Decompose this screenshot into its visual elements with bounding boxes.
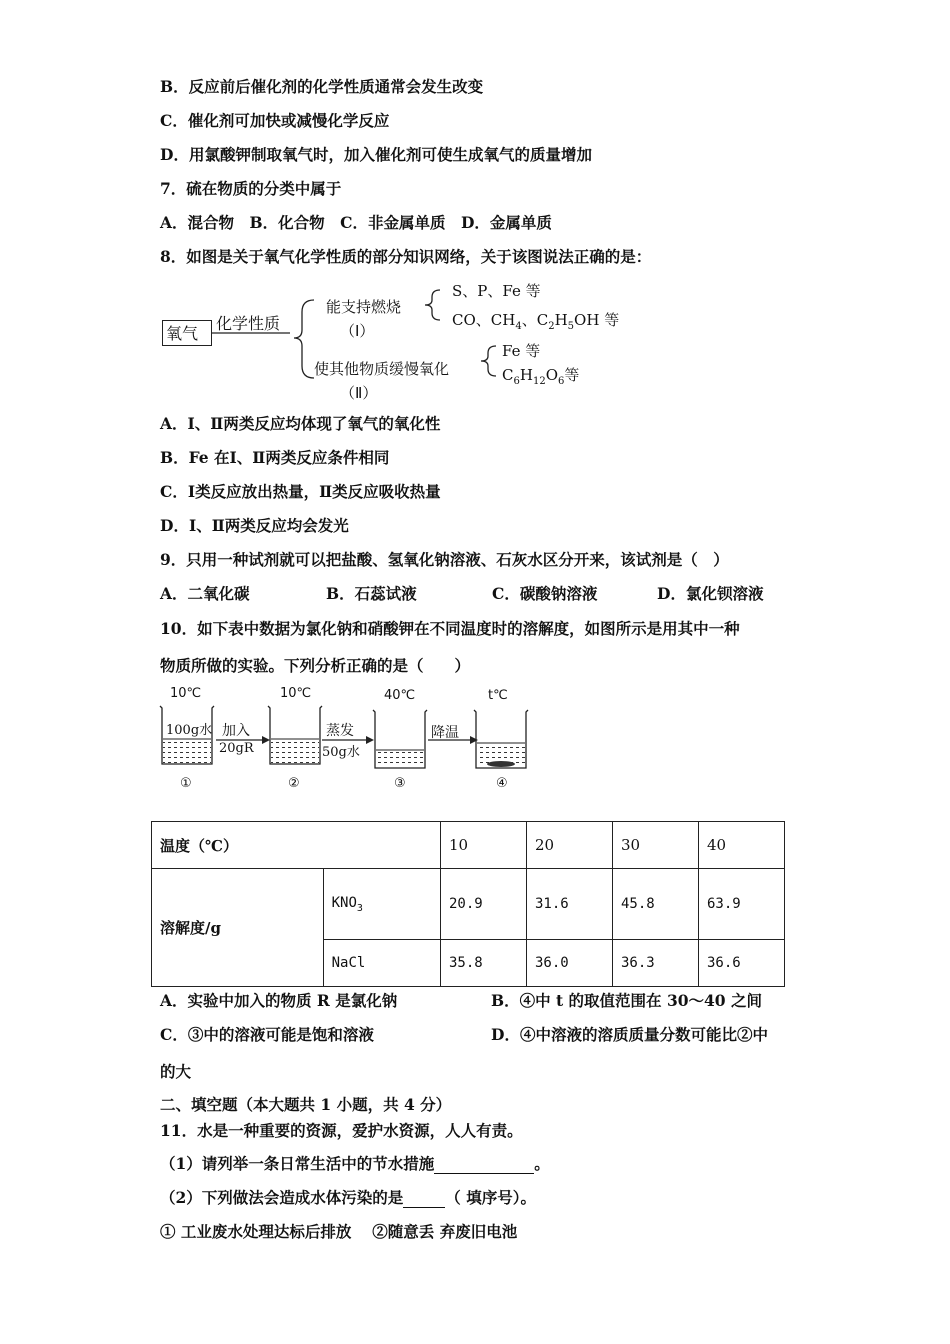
water-label: 100g水 <box>166 723 213 738</box>
beaker-1-number: ① <box>180 776 192 791</box>
kno3-label: $KNO_3$ <box>323 869 440 940</box>
branch2-example-1: Fe 等 <box>502 342 541 360</box>
q10-stem-line1: 10．如下表中数据为氯化钠和硝酸钾在不同温度时的溶解度，如图所示是用其中一种 <box>160 619 740 638</box>
beaker-4 <box>474 710 528 768</box>
temp-cell: 40 <box>699 822 785 869</box>
q10-stem-line2: 物质所做的实验。下列分析正确的是（ ） <box>160 656 471 675</box>
nacl-value: 36.3 <box>613 940 699 987</box>
q10-option-d-line1: D．④中溶液的溶质质量分数可能比②中 <box>491 1025 768 1044</box>
step1-bottom: 20gR <box>219 741 254 756</box>
branch1-example-2: CO、$CH_4$、$C_2H_5OH$ 等 <box>452 311 620 332</box>
crystals <box>487 761 515 767</box>
temp-cell: 10 <box>441 822 527 869</box>
kno3-value: 63.9 <box>699 869 785 940</box>
nacl-value: 35.8 <box>441 940 527 987</box>
branch1-label: 能支持燃烧 <box>326 298 402 316</box>
q8-option-b: B．Fe 在Ⅰ、Ⅱ两类反应条件相同 <box>160 448 390 467</box>
temp-3: 40℃ <box>384 688 416 703</box>
nacl-value: 36.0 <box>527 940 613 987</box>
q6-option-b: B．反应前后催化剂的化学性质通常会发生改变 <box>160 77 484 96</box>
q6-option-c: C．催化剂可加快或减慢化学反应 <box>160 111 390 130</box>
q11-sub1: （1）请列举一条日常生活中的节水措施 。 <box>160 1154 550 1173</box>
step2-bottom: 50g水 <box>322 745 360 760</box>
temp-cell: 20 <box>527 822 613 869</box>
q10-option-c: C．③中的溶液可能是饱和溶液 <box>160 1025 374 1044</box>
q8-option-d: D．Ⅰ、Ⅱ两类反应均会发光 <box>160 516 349 535</box>
oxygen-box: 氧气 <box>162 320 212 346</box>
q7-options: A．混合物 B．化合物 C．非金属单质 D．金属单质 <box>160 213 552 232</box>
step3-label: 降温 <box>431 725 459 741</box>
nacl-label: NaCl <box>323 940 440 987</box>
beaker-3 <box>373 710 427 768</box>
beaker-3-number: ③ <box>394 776 406 791</box>
temp-cell: 30 <box>613 822 699 869</box>
q6-option-d: D．用氯酸钾制取氧气时，加入催化剂可使生成氧气的质量增加 <box>160 145 592 164</box>
table-row-temperature <box>152 822 785 869</box>
branch2-tag: （Ⅱ） <box>340 384 378 402</box>
kno3-value: 45.8 <box>613 869 699 940</box>
q11-stem: 11．水是一种重要的资源，爱护水资源，人人有责。 <box>160 1121 523 1140</box>
branch1-tag: （Ⅰ） <box>340 322 375 340</box>
table-row-kno3 <box>152 869 785 940</box>
q8-option-a: A．Ⅰ、Ⅱ两类反应均体现了氧气的氧化性 <box>160 414 441 433</box>
q9-option-b: B．石蕊试液 <box>326 584 417 603</box>
q9-option-c: C．碳酸钠溶液 <box>492 584 598 603</box>
q10-option-d-line2: 的大 <box>160 1062 192 1081</box>
step1-top: 加入 <box>222 723 250 739</box>
q11-items: ① 工业废水处理达标后排放 ②随意丢 弃废旧电池 <box>160 1222 518 1241</box>
q8-stem: 8．如图是关于氧气化学性质的部分知识网络，关于该图说法正确的是： <box>160 247 652 266</box>
beaker-2 <box>268 706 322 764</box>
nacl-value: 36.6 <box>699 940 785 987</box>
temp-2: 10℃ <box>280 686 312 701</box>
temp-header: 温度（℃） <box>152 822 441 869</box>
step2-top: 蒸发 <box>326 723 354 739</box>
branch2-example-2: $C_6H_{12}O_6$等 <box>502 366 580 387</box>
q8-option-c: C．Ⅰ类反应放出热量，Ⅱ类反应吸收热量 <box>160 482 441 501</box>
q9-option-a: A．二氧化碳 <box>160 584 250 603</box>
temp-4: t℃ <box>488 688 508 703</box>
answer-blank-2[interactable] <box>403 1191 445 1208</box>
q9-option-d: D．氯化钡溶液 <box>657 584 764 603</box>
q10-option-a: A．实验中加入的物质 R 是氯化钠 <box>160 991 398 1010</box>
section-2-title: 二、填空题（本大题共 1 小题，共 4 分） <box>160 1095 452 1114</box>
beaker-2-number: ② <box>288 776 300 791</box>
temp-1: 10℃ <box>170 686 202 701</box>
q9-stem: 9．只用一种试剂就可以把盐酸、氢氧化钠溶液、石灰水区分开来，该试剂是（ ） <box>160 550 729 569</box>
q10-option-b: B．④中 t 的取值范围在 30～40 之间 <box>491 991 762 1010</box>
beaker-4-number: ④ <box>496 776 508 791</box>
branch2-label: 使其他物质缓慢氧化 <box>314 360 450 378</box>
answer-blank-1[interactable] <box>434 1157 534 1174</box>
branch1-example-1: S、P、Fe 等 <box>452 282 541 300</box>
kno3-value: 20.9 <box>441 869 527 940</box>
kno3-value: 31.6 <box>527 869 613 940</box>
q7-stem: 7．硫在物质的分类中属于 <box>160 179 342 198</box>
q11-sub2: （2）下列做法会造成水体污染的是 （ 填序号）。 <box>160 1188 536 1207</box>
chem-property-label: 化学性质 <box>216 314 281 333</box>
solubility-header: 溶解度/g <box>152 869 324 987</box>
solubility-table <box>151 821 785 987</box>
